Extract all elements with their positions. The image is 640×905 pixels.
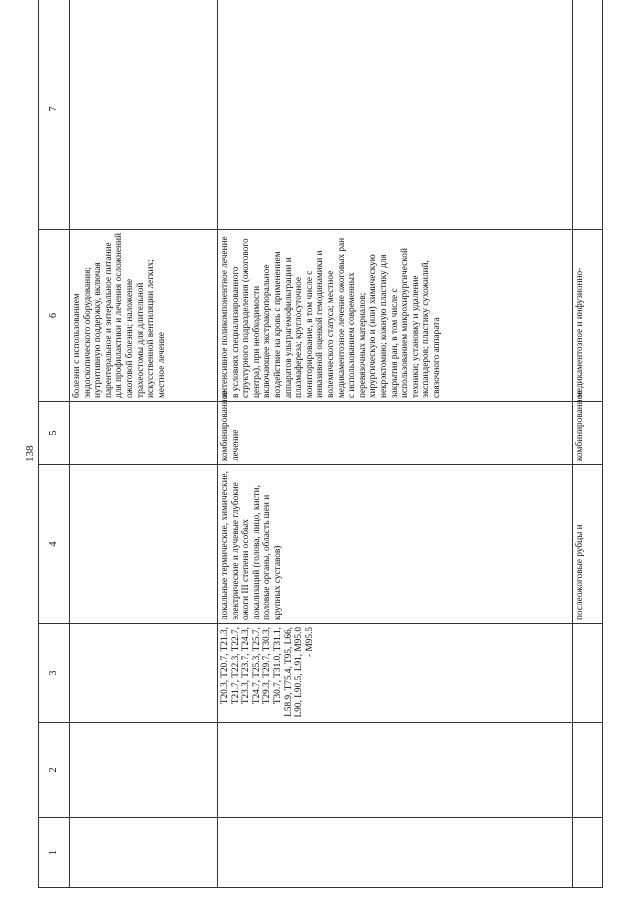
table-row [573,0,603,888]
treatment-table [38,0,603,888]
column-header-2: 2 [39,723,70,818]
column-header-4: 4 [39,465,70,624]
table-cell [573,624,603,723]
table-cell [70,465,218,624]
column-header-6: 6 [39,230,70,402]
table-cell [70,818,218,888]
treatment-type-cell: комбинированное [573,402,603,465]
table-cell [70,0,218,230]
table-cell [70,402,218,465]
treatment-method-cell: медикаментозное и инфузионно- [573,230,603,402]
table-row [70,0,218,888]
table-cell [573,0,603,230]
table-cell [218,723,573,818]
table-cell [573,723,603,818]
table-row [218,0,573,888]
column-header-7: 7 [39,0,70,230]
diagnosis-cell: локальные термические, химические, электрические и лучевые глубокие ожоги III степени особых локализаций (голова, лицо, кисти, половые органы, область шеи и крупных суставов) [218,465,573,624]
table-cell [573,818,603,888]
icd-codes-cell: T20.3, T20.7, T21.3, T21.7, T22.3, T22.7, T23.3, T23.7, T24.3, T24.7, T25.3, T25.7, T29.3, T29.7, T30.3, T30.7, T31.0, T31.1, L58.9, T75.4, T95, L66, L90, L90.5, L91, M95.0 - M95.5 [218,624,573,723]
rotated-table-wrapper [38,38,603,888]
treatment-method-cell: болезни с использованием эндоскопического оборудования; нутритивную поддержку, включая парентеральное и энтеральное питание для профилактики и лечения осложнений ожоговой болезни; наложение трахеостомы для длительной искусственной вентиляции легких; местное лечение [70,230,218,402]
treatment-type-cell: комбинированное лечение [218,402,573,465]
column-header-1: 1 [39,818,70,888]
table-cell [218,0,573,230]
table-cell [70,624,218,723]
table-cell [70,723,218,818]
treatment-method-cell: интенсивное поликомпонентное лечение в условиях специализированного структурного подразделения (ожогового центра), при необходимости включающее экстракорпоральное воздействие на кровь с применением аппаратов ультрагемофильтрации и плазмафереза; круглосуточное мониторирование, в том числе с инвазивной оценкой гемодинамики и волемического статуса; местное медикаментозное лечение ожоговых ран с использованием современных перевязочных материалов; хирургическую и (или) химическую некрэктомию; кожную пластику для закрытия ран, в том числе с использованием микрохирургической техники; установку и удаление экспандеров; пластику сухожилий, связочного аппарата [218,230,573,402]
page-number: 138 [24,445,36,462]
table-cell [218,818,573,888]
header-row [39,0,70,888]
column-header-5: 5 [39,402,70,465]
diagnosis-cell: послеожоговые рубцы и [573,465,603,624]
column-header-3: 3 [39,624,70,723]
